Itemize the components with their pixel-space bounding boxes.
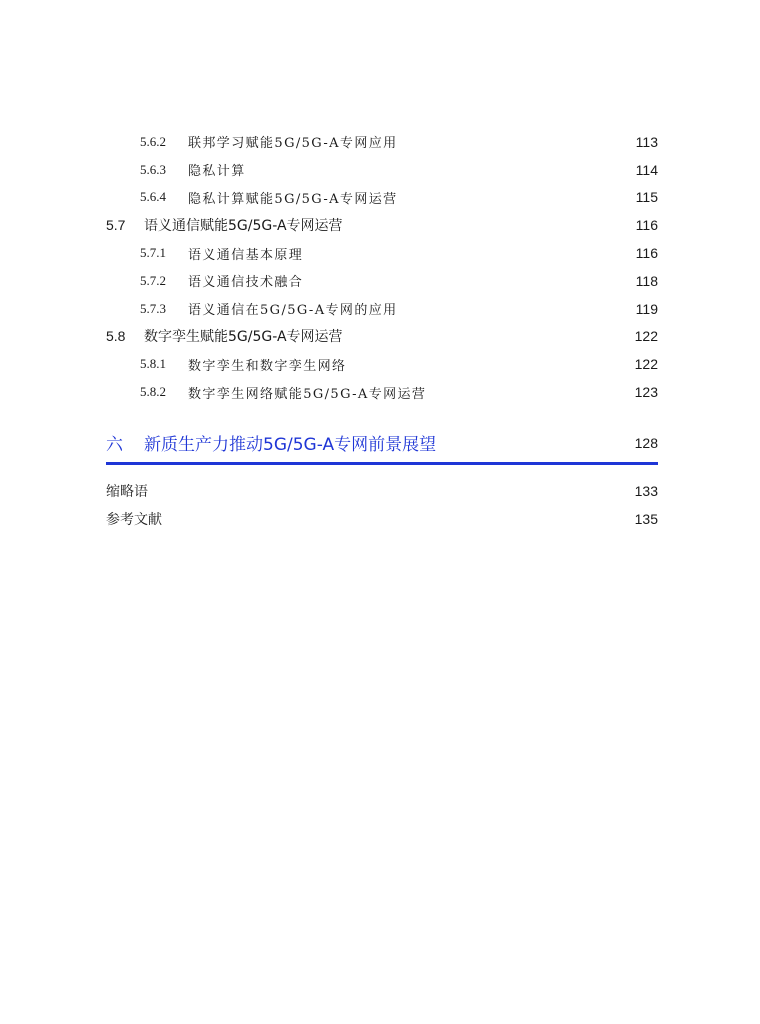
entry-page-number: 116 [635, 245, 658, 262]
entry-title: 数字孪生网络赋能5G/5G-A专网运营 [188, 386, 427, 402]
toc-entry-5-8-1[interactable] [106, 350, 658, 378]
entry-number: 5.8.2 [140, 384, 166, 400]
entry-page-number: 113 [635, 133, 658, 150]
toc-entry-5-7-1[interactable] [106, 239, 658, 267]
entry-page-number: 123 [634, 384, 658, 401]
entry-number: 5.7.1 [140, 245, 166, 261]
toc-chapter-6[interactable] [106, 426, 658, 465]
section-number: 5.7 [106, 217, 126, 234]
entry-page-number: 118 [635, 272, 658, 289]
entry-title: 隐私计算 [188, 164, 246, 180]
entry-number: 5.7.2 [140, 272, 166, 288]
entry-title: 联邦学习赋能5G/5G-A专网应用 [188, 136, 398, 152]
entry-number: 5.7.3 [140, 300, 166, 316]
back-matter-page-number: 135 [634, 510, 658, 527]
toc-section-5-8[interactable] [106, 323, 658, 351]
entry-page-number: 114 [635, 161, 658, 178]
toc-entry-5-7-3[interactable] [106, 295, 658, 323]
entry-title: 语义通信在5G/5G-A专网的应用 [188, 303, 398, 319]
entry-title: 语义通信技术融合 [188, 275, 304, 291]
section-page-number: 116 [635, 217, 658, 234]
entry-page-number: 115 [635, 189, 658, 206]
toc-entry-5-6-4[interactable] [106, 184, 658, 212]
entry-number: 5.8.1 [140, 356, 166, 372]
entry-page-number: 119 [635, 300, 658, 317]
toc-abbreviations[interactable] [106, 477, 658, 505]
entry-page-number: 122 [634, 356, 658, 373]
toc-section-5-7[interactable] [106, 211, 658, 239]
back-matter-title: 缩略语 [106, 483, 148, 500]
back-matter-title: 参考文献 [106, 511, 162, 528]
section-number: 5.8 [106, 328, 126, 345]
entry-title: 数字孪生和数字孪生网络 [188, 358, 347, 374]
toc-references[interactable] [106, 505, 658, 533]
back-matter-page-number: 133 [634, 482, 658, 499]
toc-entry-5-8-2[interactable] [106, 378, 658, 406]
toc-entry-5-6-2[interactable] [106, 128, 658, 156]
table-of-contents [106, 128, 658, 533]
section-page-number: 122 [634, 328, 658, 345]
chapter-number: 六 [106, 435, 123, 456]
entry-number: 5.6.2 [140, 133, 166, 149]
entry-title: 隐私计算赋能5G/5G-A专网运营 [188, 191, 398, 207]
entry-number: 5.6.4 [140, 189, 166, 205]
toc-entry-5-7-2[interactable] [106, 267, 658, 295]
toc-entry-5-6-3[interactable] [106, 156, 658, 184]
chapter-title: 新质生产力推动5G/5G-A专网前景展望 [144, 435, 437, 456]
section-title: 语义通信赋能5G/5G-A专网运营 [144, 218, 343, 235]
section-title: 数字孪生赋能5G/5G-A专网运营 [144, 329, 343, 346]
entry-title: 语义通信基本原理 [188, 247, 304, 263]
chapter-page-number: 128 [634, 434, 658, 451]
entry-number: 5.6.3 [140, 161, 166, 177]
